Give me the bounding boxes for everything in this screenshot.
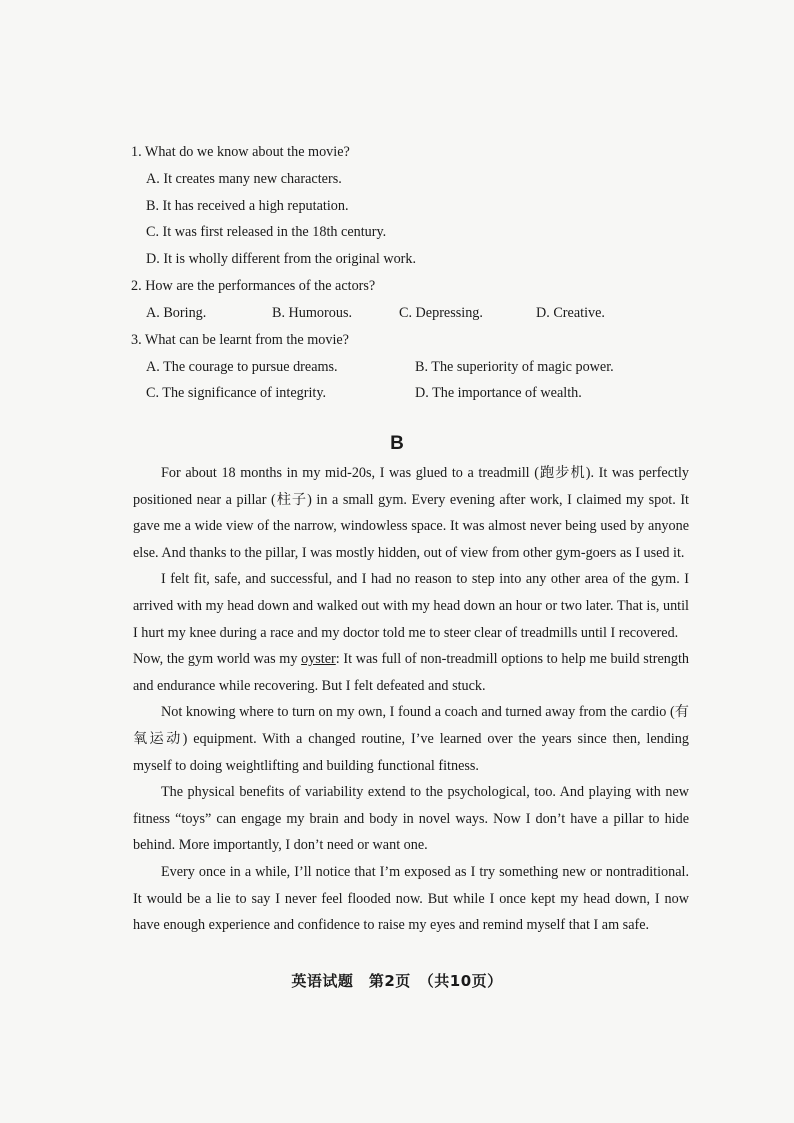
question-2-option-b: B. Humorous.: [272, 305, 353, 321]
question-3-option-c: C. The significance of integrity.: [146, 385, 327, 401]
passage-paragraph-2-continued: [133, 646, 689, 699]
question-2-option-a: A. Boring.: [146, 305, 207, 321]
question-1-stem: 1. What do we know about the movie?: [131, 144, 350, 160]
question-1-option-a: A. It creates many new characters.: [146, 171, 342, 187]
question-1-option-c: C. It was first released in the 18th century.: [146, 224, 387, 240]
underlined-word-oyster: oyster: [301, 651, 336, 668]
question-2-stem: 2. How are the performances of the actors?: [131, 278, 376, 294]
question-3-option-d: D. The importance of wealth.: [415, 385, 582, 401]
reading-passage: [133, 460, 689, 939]
question-3-stem: 3. What can be learnt from the movie?: [131, 332, 349, 348]
question-3-option-a: A. The courage to pursue dreams.: [146, 359, 338, 375]
question-1-option-b: B. It has received a high reputation.: [146, 198, 349, 214]
passage-text-segment: : It was full of non-treadmill options to help me build strength and endurance while recovering. But I felt defeated and stuck.: [133, 651, 690, 694]
question-2-option-c: C. Depressing.: [399, 305, 483, 321]
question-2-option-d: D. Creative.: [536, 305, 605, 321]
passage-paragraph-3: Not knowing where to turn on my own, I found a coach and turned away from the cardio (有氧运动) equipment. With a changed routine, I’ve learned over the years since then, lending myself to doing weightlifting and building functional fitness.: [133, 704, 689, 774]
passage-paragraph-4: The physical benefits of variability extend to the psychological, too. And playing with new fitness “toys” can engage my brain and body in novel ways. Now I don’t have a pillar to hide behind. More importantly, I don’t need or want one.: [133, 784, 689, 854]
question-1-option-d: D. It is wholly different from the original work.: [146, 251, 417, 267]
question-3-option-b: B. The superiority of magic power.: [415, 359, 614, 375]
section-heading: B: [390, 433, 404, 454]
passage-paragraph-1: For about 18 months in my mid-20s, I was glued to a treadmill (跑步机). It was perfectly positioned near a pillar (柱子) in a small gym. Every evening after work, I claimed my spot. It gave me a wide view of the narrow, windowless space. It was almost never being used by anyone else. And thanks to the pillar, I was mostly hidden, out of view from other gym-goers as I used it.: [133, 465, 689, 561]
passage-paragraph-2-text: I felt fit, safe, and successful, and I had no reason to step into any other area of the gym. I arrived with my head down and walked out with my head down an hour or two later. That is, until I hurt my knee during a race and my doctor told me to steer clear of treadmills until I recovered.: [133, 571, 689, 641]
passage-paragraph-5: Every once in a while, I’ll notice that I’m exposed as I try something new or nontraditional. It would be a lie to say I never feel flooded now. But while I once kept my head down, I now have enough experience and confidence to raise my eyes and remind myself that I am safe.: [133, 863, 689, 934]
page-footer: 英语试题 第2页 （共10页）: [291, 972, 503, 990]
passage-text-segment: Now, the gym world was my: [133, 651, 302, 668]
passage-paragraph-2: [133, 566, 689, 699]
